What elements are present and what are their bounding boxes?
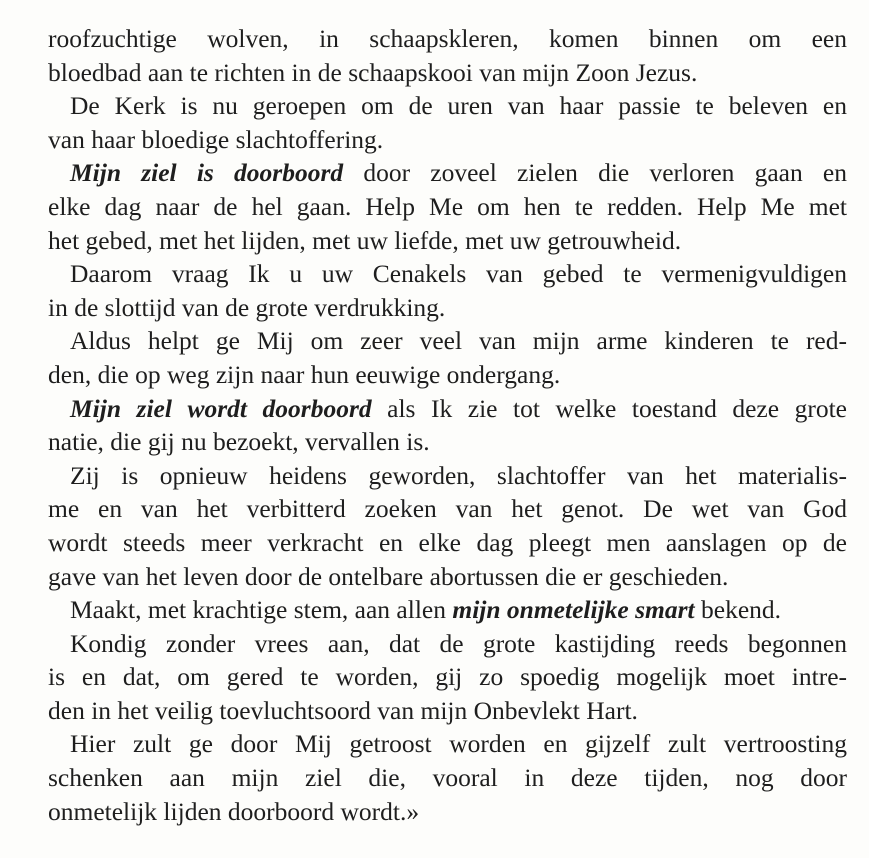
text-run: natie, die gij nu bezoekt, vervallen is. bbox=[48, 427, 430, 457]
text-run: als Ik zie tot welke toestand deze grote bbox=[371, 393, 847, 423]
paragraph bbox=[26, 459, 847, 593]
text-line bbox=[26, 526, 847, 560]
text-run: Zij is opnieuw heidens geworden, slachtoffer van het materialis- bbox=[70, 460, 847, 490]
paragraph bbox=[26, 156, 847, 257]
text-line bbox=[26, 123, 847, 157]
text-run: wordt steeds meer verkracht en elke dag pleegt men aanslagen op de bbox=[48, 527, 847, 557]
text-line bbox=[26, 22, 847, 56]
text-line bbox=[26, 358, 847, 392]
text-run: den, die op weg zijn naar hun eeuwige ondergang. bbox=[48, 359, 561, 389]
paragraph bbox=[26, 392, 847, 459]
text-run: Aldus helpt ge Mij om zeer veel van mijn arme kinderen te red- bbox=[70, 326, 847, 356]
paragraph bbox=[26, 727, 847, 828]
emphasized-text: Mijn ziel is doorboord bbox=[70, 158, 344, 188]
text-line bbox=[26, 56, 847, 90]
emphasized-text: mijn onmetelijke smart bbox=[452, 595, 695, 625]
text-line bbox=[26, 560, 847, 594]
text-run: onmetelijk lijden doorboord wordt.» bbox=[48, 796, 420, 826]
text-run: bekend. bbox=[694, 595, 782, 625]
paragraph bbox=[26, 22, 847, 89]
paragraph bbox=[26, 324, 847, 391]
text-run: Hier zult ge door Mij getroost worden en gijzelf zult vertroosting bbox=[70, 729, 847, 759]
paragraph bbox=[26, 89, 847, 156]
body-text bbox=[26, 22, 847, 828]
text-run: Maakt, met krachtige stem, aan allen bbox=[70, 595, 453, 625]
text-line bbox=[26, 156, 847, 190]
text-line bbox=[26, 324, 847, 358]
text-run: schenken aan mijn ziel die, vooral in deze tijden, nog door bbox=[48, 763, 847, 793]
text-line bbox=[26, 224, 847, 258]
text-line bbox=[26, 660, 847, 694]
text-line bbox=[26, 89, 847, 123]
paragraph bbox=[26, 257, 847, 324]
text-line bbox=[26, 761, 847, 795]
text-run: het gebed, met het lijden, met uw liefde, met uw getrouwheid. bbox=[48, 225, 682, 255]
text-run: den in het veilig toevluchtsoord van mijn Onbevlekt Hart. bbox=[48, 695, 638, 725]
text-line bbox=[26, 291, 847, 325]
text-run: gave van het leven door de ontelbare abortussen die er geschieden. bbox=[48, 561, 729, 591]
text-run: in de slottijd van de grote verdrukking. bbox=[48, 292, 446, 322]
emphasized-text: Mijn ziel wordt doorboord bbox=[70, 393, 372, 423]
text-line bbox=[26, 593, 847, 627]
text-run: is en dat, om gered te worden, gij zo spoedig mogelijk moet intre- bbox=[48, 662, 847, 692]
text-run: Kondig zonder vrees aan, dat de grote kastijding reeds begonnen bbox=[70, 628, 847, 658]
text-line bbox=[26, 257, 847, 291]
text-run: Daarom vraag Ik u uw Cenakels van gebed te vermenigvuldigen bbox=[70, 259, 847, 289]
text-run: door zoveel zielen die verloren gaan en bbox=[343, 158, 847, 188]
text-line bbox=[26, 425, 847, 459]
text-line bbox=[26, 627, 847, 661]
text-run: roofzuchtige wolven, in schaapskleren, komen binnen om een bbox=[48, 24, 847, 53]
text-run: me en van het verbitterd zoeken van het genot. De wet van God bbox=[48, 494, 847, 524]
text-run: elke dag naar de hel gaan. Help Me om hen te redden. Help Me met bbox=[48, 191, 847, 221]
text-line bbox=[26, 392, 847, 426]
text-line bbox=[26, 459, 847, 493]
paragraph bbox=[26, 627, 847, 728]
text-line bbox=[26, 727, 847, 761]
paragraph bbox=[26, 593, 847, 627]
text-line bbox=[26, 694, 847, 728]
text-run: bloedbad aan te richten in de schaapskooi van mijn Zoon Jezus. bbox=[48, 57, 698, 87]
text-run: van haar bloedige slachtoffering. bbox=[48, 124, 384, 154]
text-line bbox=[26, 190, 847, 224]
text-line bbox=[26, 492, 847, 526]
text-line bbox=[26, 795, 847, 829]
text-run: De Kerk is nu geroepen om de uren van haar passie te beleven en bbox=[70, 91, 847, 121]
